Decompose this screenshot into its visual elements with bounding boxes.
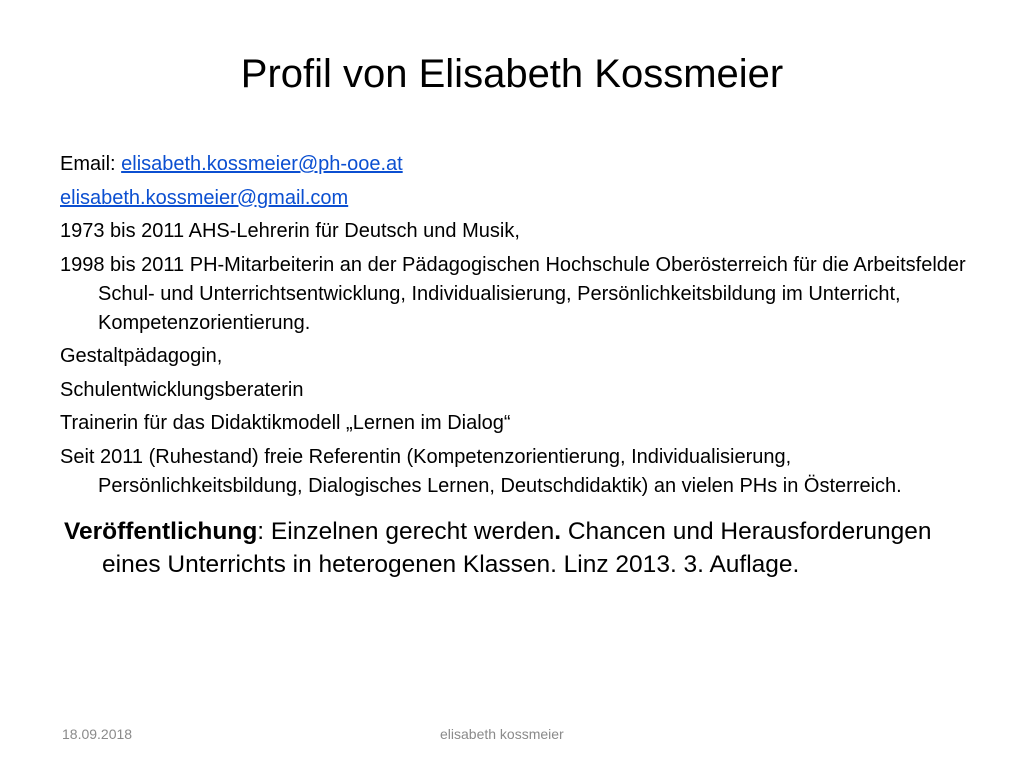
email-line-secondary (60, 184, 970, 213)
footer-author: elisabeth kossmeier (440, 726, 564, 742)
career-item: Gestaltpädagogin, (60, 345, 223, 367)
email-line (60, 150, 970, 179)
slide-content (60, 150, 970, 581)
publication-label: Veröffentlichung (64, 517, 258, 545)
email-link-primary[interactable]: elisabeth.kossmeier@ph-ooe.at (121, 153, 403, 175)
slide-title: Profil von Elisabeth Kossmeier (240, 52, 784, 96)
publication-details: Chancen und Herausforderungen eines Unterrichts in heterogenen Klassen. Linz 2013. 3. Auflage. (102, 517, 932, 578)
publication-entry (64, 515, 970, 581)
publication-separator: : (257, 517, 271, 545)
career-item: 1998 bis 2011 PH-Mitarbeiterin an der Pädagogischen Hochschule Oberösterreich für die Arbeitsfelder Schul- und Unterrichtsentwicklung, Individualisierung, Persönlichkeitsbildung im Unterricht, Kompetenzorientierung. (60, 253, 966, 334)
email-label: Email: (60, 153, 122, 175)
publication-period: . (554, 517, 562, 545)
career-item: Trainerin für das Didaktikmodell „Lernen im Dialog“ (60, 412, 511, 434)
career-item: Seit 2011 (Ruhestand) freie Referentin (Kompetenzorientierung, Individualisierung, Persönlichkeitsbildung, Dialogisches Lernen, Deutschdidaktik) an vielen PHs in Österreich. (60, 445, 902, 497)
publication-title: Einzelnen gerecht werden (270, 517, 555, 545)
career-item: Schulentwicklungsberaterin (60, 378, 304, 401)
career-item: 1973 bis 2011 AHS-Lehrerin für Deutsch und Musik, (60, 220, 520, 242)
footer-date: 18.09.2018 (62, 726, 133, 742)
email-link-secondary[interactable]: elisabeth.kossmeier@gmail.com (60, 186, 349, 209)
